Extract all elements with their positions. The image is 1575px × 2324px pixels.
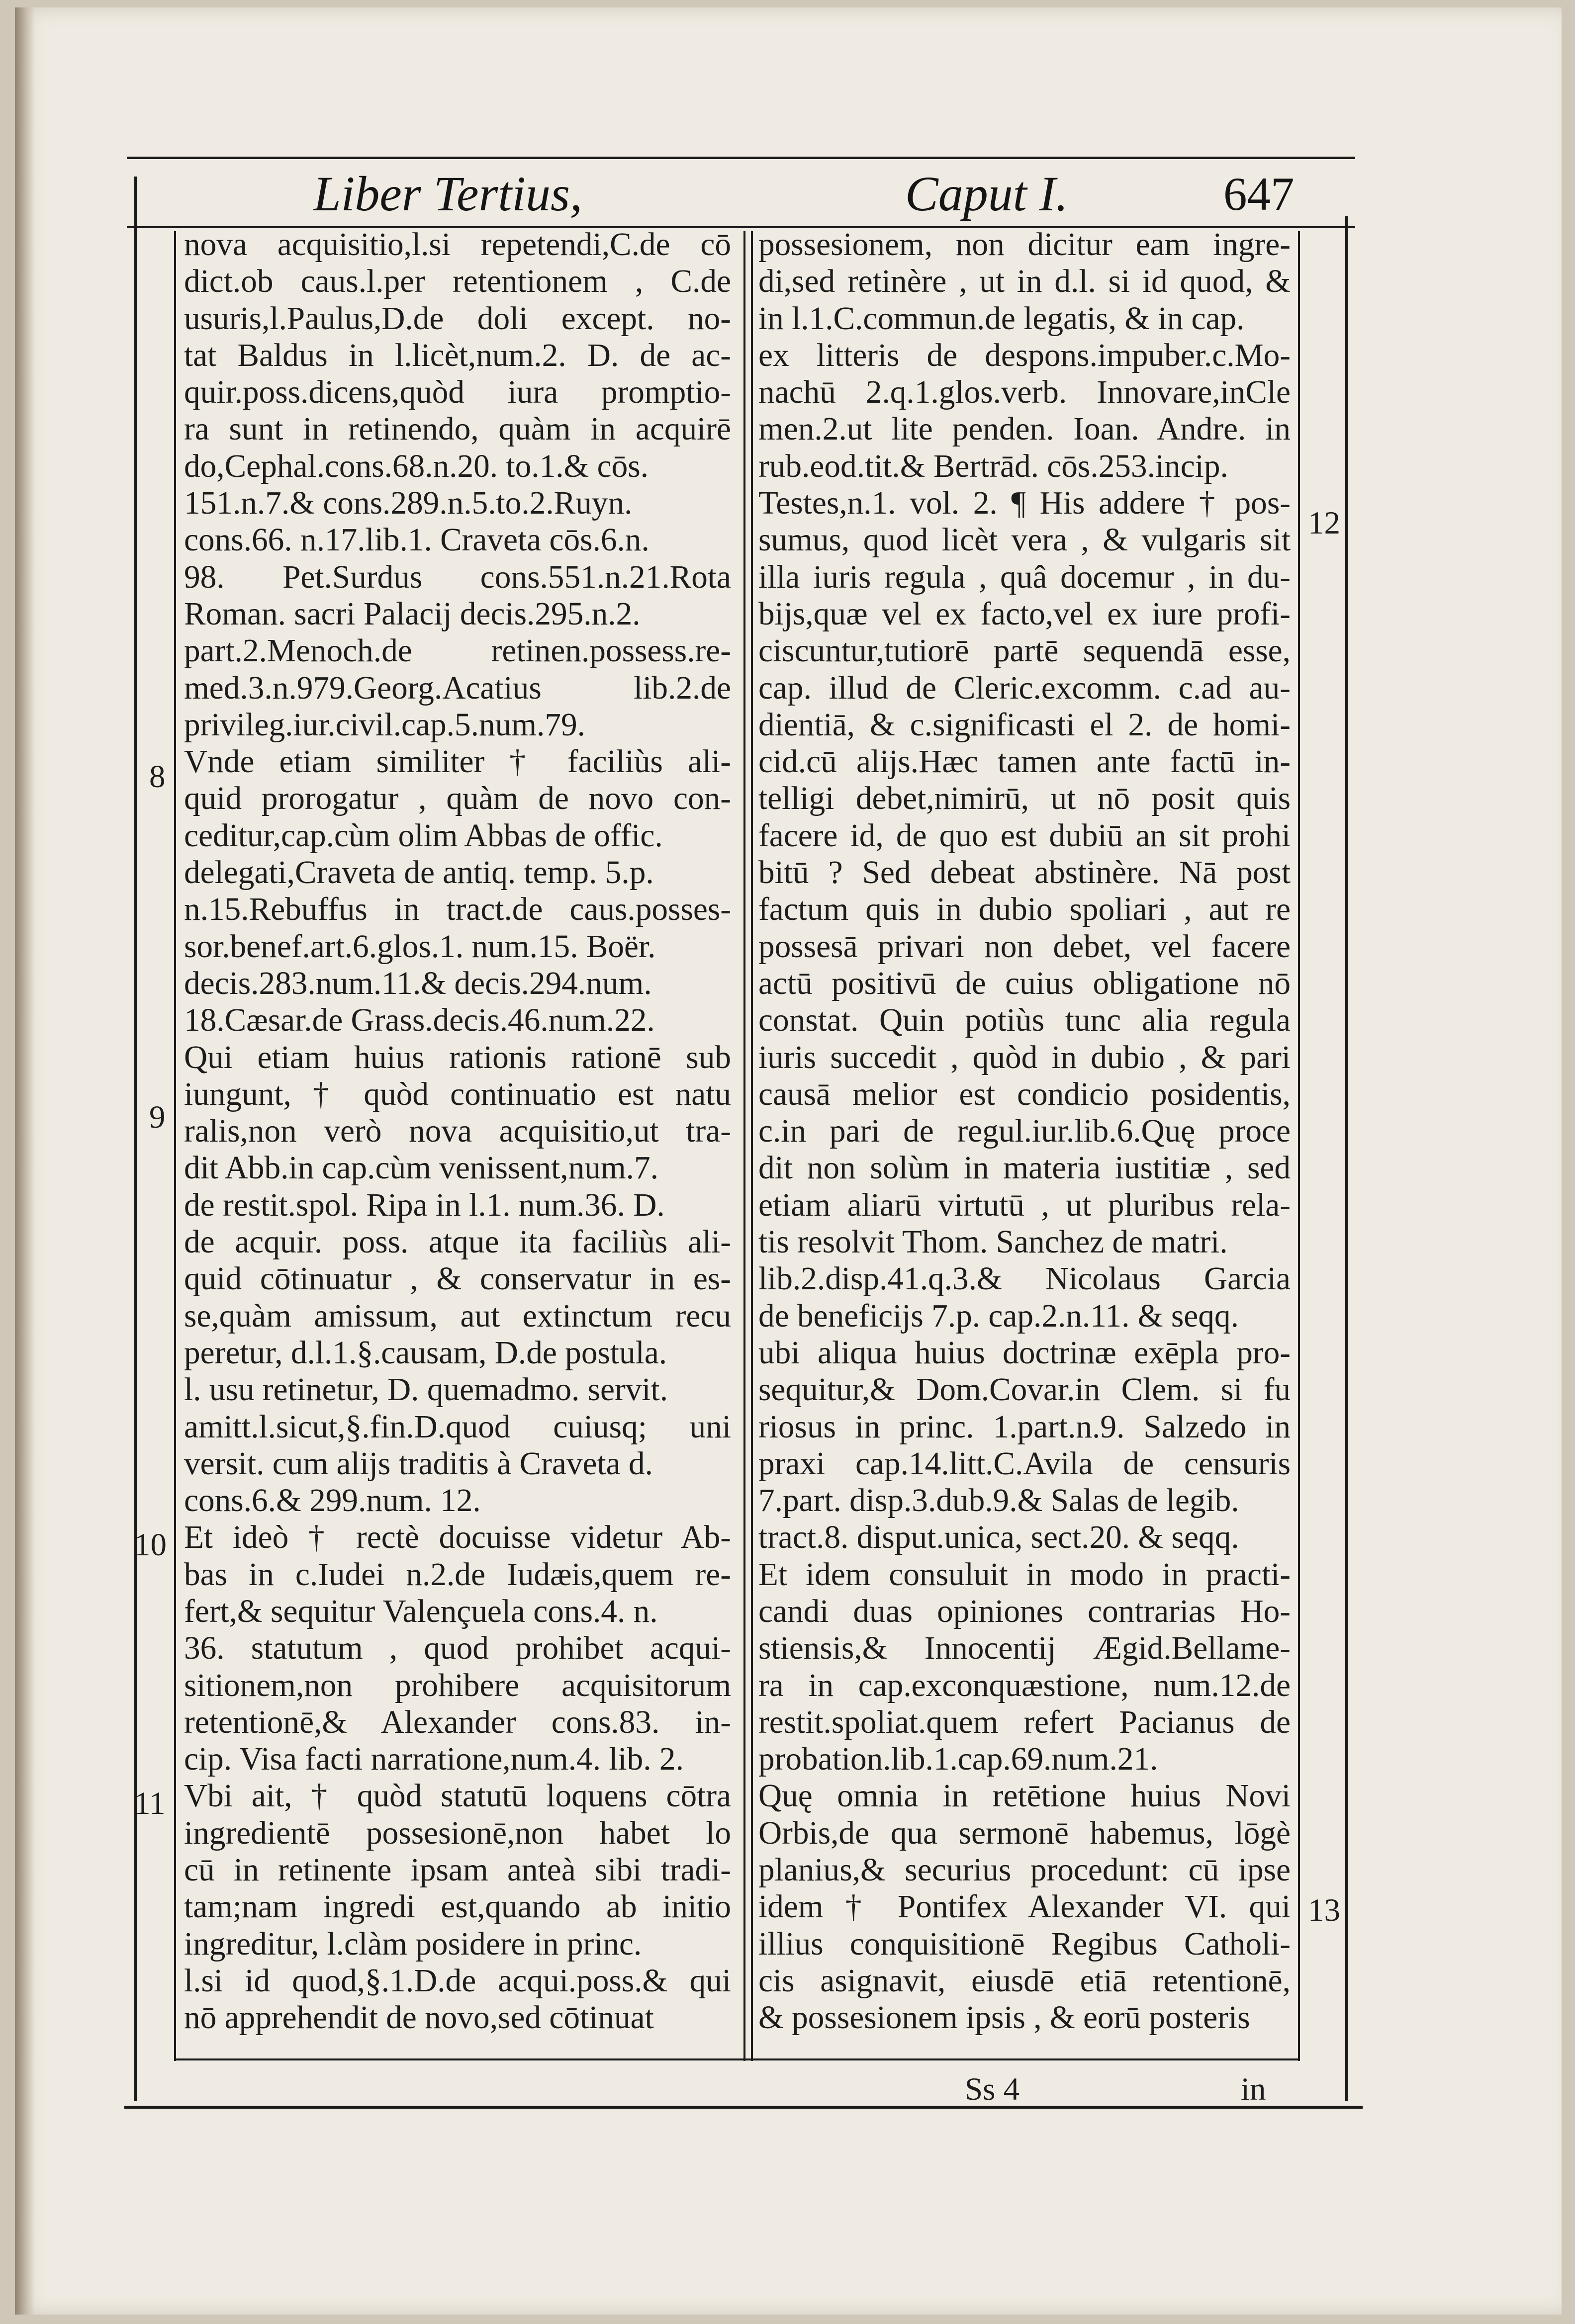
text-line: dientiā, & c.significasti el 2. de homi- (758, 707, 1291, 743)
text-line: sumus, quod licèt vera , & vulgaris sit (758, 522, 1291, 558)
text-line: telligi debet,nimirū, ut nō posit quis (758, 781, 1291, 817)
text-line: cū in retinente ipsam anteà sibi tradi- (184, 1852, 731, 1888)
margin-number-8: 8 (149, 759, 166, 795)
text-line: probation.lib.1.cap.69.num.21. (758, 1741, 1158, 1778)
text-line: de acquir. poss. atque ita faciliùs ali- (184, 1224, 731, 1260)
text-line: sor.benef.art.6.glos.1. num.15. Boër. (184, 928, 656, 965)
text-line: delegati,Craveta de antiq. temp. 5.p. (184, 855, 654, 891)
text-line: l.si id quod,§.1.D.de acqui.poss.& qui (184, 1963, 731, 1999)
text-line: part.2.Menoch.de retinen.possess.re- (184, 633, 731, 669)
text-line: nova acquisitio,l.si repetendi,C.de cō (184, 227, 731, 263)
text-line: se,quàm amissum, aut extinctum recu (184, 1298, 731, 1334)
running-head-right: Caput I. (905, 166, 1068, 221)
column-divider-rule-2 (751, 231, 753, 2061)
text-line: sitionem,non prohibere acquisitorum (184, 1667, 731, 1703)
text-line: iuris succedit , quòd in dubio , & pari (758, 1039, 1291, 1075)
text-line: Quę omnia in retētione huius Novi (758, 1778, 1291, 1814)
text-line: men.2.ut lite penden. Ioan. Andre. in (758, 411, 1291, 447)
text-line: usuris,l.Paulus,D.de doli except. no- (184, 300, 731, 337)
book-page (15, 7, 1562, 2315)
text-line: riosus in princ. 1.part.n.9. Salzedo in (758, 1409, 1291, 1445)
text-line: Vbi ait, † quòd statutū loquens cōtra (184, 1778, 731, 1814)
page-number: 647 (1223, 168, 1295, 220)
text-line: quir.poss.dicens,quòd iura promptio- (184, 374, 731, 411)
text-line: dit Abb.in cap.cùm venissent,num.7. (184, 1150, 658, 1186)
text-line: versit. cum alijs traditis à Craveta d. (184, 1445, 653, 1482)
text-line: tat Baldus in l.licèt,num.2. D. de ac- (184, 337, 731, 373)
left-text-column (184, 226, 731, 2051)
text-line: 151.n.7.& cons.289.n.5.to.2.Ruyn. (184, 485, 633, 522)
text-line: in l.1.C.commun.de legatis, & in cap. (758, 300, 1245, 337)
text-line: de restit.spol. Ripa in l.1. num.36. D. (184, 1187, 665, 1223)
text-line: actū positivū de cuius obligatione nō (758, 965, 1291, 1001)
top-rule (127, 157, 1355, 159)
book-spine-shadow (15, 7, 35, 2315)
text-line: decis.283.num.11.& decis.294.num. (184, 965, 652, 1001)
text-line: sequitur,& Dom.Covar.in Clem. si fu (758, 1372, 1291, 1408)
frame-bottom-rule (124, 2106, 1363, 2109)
catchword: in (1241, 2071, 1266, 2107)
text-line: dict.ob caus.l.per retentionem , C.de (184, 264, 731, 300)
text-line: etiam aliarū virtutū , ut pluribus rela- (758, 1187, 1291, 1223)
text-line: planius,& securius procedunt: cū ipse (758, 1852, 1291, 1888)
text-line: 18.Cæsar.de Grass.decis.46.num.22. (184, 1002, 655, 1039)
text-line: Roman. sacri Palacij decis.295.n.2. (184, 596, 641, 632)
text-line: Qui etiam huius rationis rationē sub (184, 1039, 731, 1075)
text-line: di,sed retinère , ut in d.l. si id quod, & (758, 264, 1291, 300)
text-line: idem † Pontifex Alexander VI. qui (758, 1889, 1291, 1925)
text-line: Et idem consuluit in modo in practi- (758, 1556, 1291, 1593)
text-line: illius conquisitionē Regibus Catholi- (758, 1926, 1291, 1962)
text-line: ingredientē possesionē,non habet lo (184, 1815, 731, 1851)
text-line: quid cōtinuatur , & conservatur in es- (184, 1261, 731, 1297)
running-head-left: Liber Tertius, (313, 166, 582, 221)
text-line: tam;nam ingredi est,quando ab initio (184, 1889, 731, 1925)
column-right-inner-rule (1298, 231, 1300, 2061)
text-line: Testes,n.1. vol. 2. ¶ His addere † pos- (758, 485, 1291, 522)
text-line: factum quis in dubio spoliari , aut re (758, 892, 1291, 928)
text-line: cid.cū alijs.Hæc tamen ante factū in- (758, 744, 1291, 780)
text-line: 36. statutum , quod prohibet acqui- (184, 1630, 731, 1667)
text-line: ex litteris de despons.impuber.c.Mo- (758, 337, 1291, 373)
text-line: Vnde etiam similiter † faciliùs ali- (184, 744, 731, 780)
text-line: candi duas opiniones contrarias Ho- (758, 1593, 1291, 1629)
text-line: cap. illud de Cleric.excomm. c.ad au- (758, 670, 1291, 706)
columns-bottom-rule (174, 2058, 1300, 2060)
text-line: lib.2.disp.41.q.3.& Nicolaus Garcia (758, 1261, 1291, 1297)
text-line: ingreditur, l.clàm posidere in princ. (184, 1926, 642, 1962)
margin-number-10: 10 (134, 1527, 167, 1563)
margin-number-13: 13 (1308, 1892, 1340, 1928)
text-line: ceditur,cap.cùm olim Abbas de offic. (184, 817, 663, 854)
text-line: illa iuris regula , quâ docemur , in du- (758, 559, 1291, 595)
text-line: dit non solùm in materia iustitiæ , sed (758, 1150, 1291, 1186)
text-line: cis asignavit, eiusdē etiā retentionē, (758, 1963, 1291, 1999)
column-divider-rule (743, 231, 745, 2061)
text-line: peretur, d.l.1.§.causam, D.de postula. (184, 1335, 667, 1371)
text-line: bijs,quæ vel ex facto,vel ex iure profi- (758, 596, 1291, 632)
text-line: tract.8. disput.unica, sect.20. & seqq. (758, 1520, 1239, 1556)
text-line: privileg.iur.civil.cap.5.num.79. (184, 707, 585, 743)
text-line: ciscuntur,tutiorē partē sequendā esse, (758, 633, 1291, 669)
text-line: possesionem, non dicitur eam ingre- (758, 227, 1291, 263)
text-line: & possesionem ipsis , & eorū posteris (758, 2000, 1250, 2036)
text-line: do,Cephal.cons.68.n.20. to.1.& cōs. (184, 448, 649, 484)
text-line: l. usu retinetur, D. quemadmo. servit. (184, 1372, 668, 1408)
margin-number-9: 9 (149, 1099, 166, 1135)
text-line: fert,& sequitur Valençuela cons.4. n. (184, 1593, 658, 1629)
frame-right-rule (1345, 216, 1348, 2101)
text-line: nō apprehendit de novo,sed cōtinuat (184, 2000, 654, 2036)
text-line: constat. Quin potiùs tunc alia regula (758, 1002, 1291, 1039)
text-line: retentionē,& Alexander cons.83. in- (184, 1704, 731, 1740)
text-line: 7.part. disp.3.dub.9.& Salas de legib. (758, 1483, 1239, 1519)
text-line: praxi cap.14.litt.C.Avila de censuris (758, 1445, 1291, 1482)
text-line: nachū 2.q.1.glos.verb. Innovare,inCle (758, 374, 1291, 411)
text-line: rub.eod.tit.& Bertrād. cōs.253.incip. (758, 448, 1228, 484)
text-line: causā melior est condicio posidentis, (758, 1076, 1291, 1112)
text-line: ra in cap.exconquæstione, num.12.de (758, 1667, 1291, 1703)
text-line: quid prorogatur , quàm de novo con- (184, 781, 731, 817)
text-line: cons.66. n.17.lib.1. Craveta cōs.6.n. (184, 522, 649, 558)
column-left-inner-rule (174, 231, 176, 2061)
text-line: amitt.l.sicut,§.fin.D.quod cuiusq; uni (184, 1409, 731, 1445)
text-line: tis resolvit Thom. Sanchez de matri. (758, 1224, 1228, 1260)
text-line: bas in c.Iudei n.2.de Iudæis,quem re- (184, 1556, 731, 1593)
text-line: restit.spoliat.quem refert Pacianus de (758, 1704, 1291, 1740)
text-line: possesā privari non debet, vel facere (758, 928, 1291, 965)
margin-number-11: 11 (134, 1786, 166, 1821)
text-line: n.15.Rebuffus in tract.de caus.posses- (184, 892, 731, 928)
text-line: cons.6.& 299.num. 12. (184, 1483, 481, 1519)
text-line: ubi aliqua huius doctrinæ exēpla pro- (758, 1335, 1291, 1371)
text-line: stiensis,& Innocentij Ægid.Bellame- (758, 1630, 1291, 1667)
text-line: Et ideò † rectè docuisse videtur Ab- (184, 1520, 731, 1556)
text-line: iungunt, † quòd continuatio est natu (184, 1076, 731, 1112)
text-line: c.in pari de regul.iur.lib.6.Quę proce (758, 1113, 1291, 1150)
text-line: cip. Visa facti narratione,num.4. lib. 2. (184, 1741, 684, 1778)
margin-number-12: 12 (1308, 505, 1340, 541)
text-line: 98. Pet.Surdus cons.551.n.21.Rota (184, 559, 731, 595)
text-line: med.3.n.979.Georg.Acatius lib.2.de (184, 670, 731, 706)
right-text-column (758, 226, 1291, 2051)
text-line: ra sunt in retinendo, quàm in acquirē (184, 411, 731, 447)
text-line: de beneficijs 7.p. cap.2.n.11. & seqq. (758, 1298, 1239, 1334)
text-line: facere id, de quo est dubiū an sit prohi (758, 817, 1291, 854)
text-line: Orbis,de qua sermonē habemus, lōgè (758, 1815, 1291, 1851)
text-line: ralis,non verò nova acquisitio,ut tra- (184, 1113, 731, 1150)
text-line: bitū ? Sed debeat abstinère. Nā post (758, 855, 1291, 891)
signature-mark: Ss 4 (965, 2071, 1020, 2107)
